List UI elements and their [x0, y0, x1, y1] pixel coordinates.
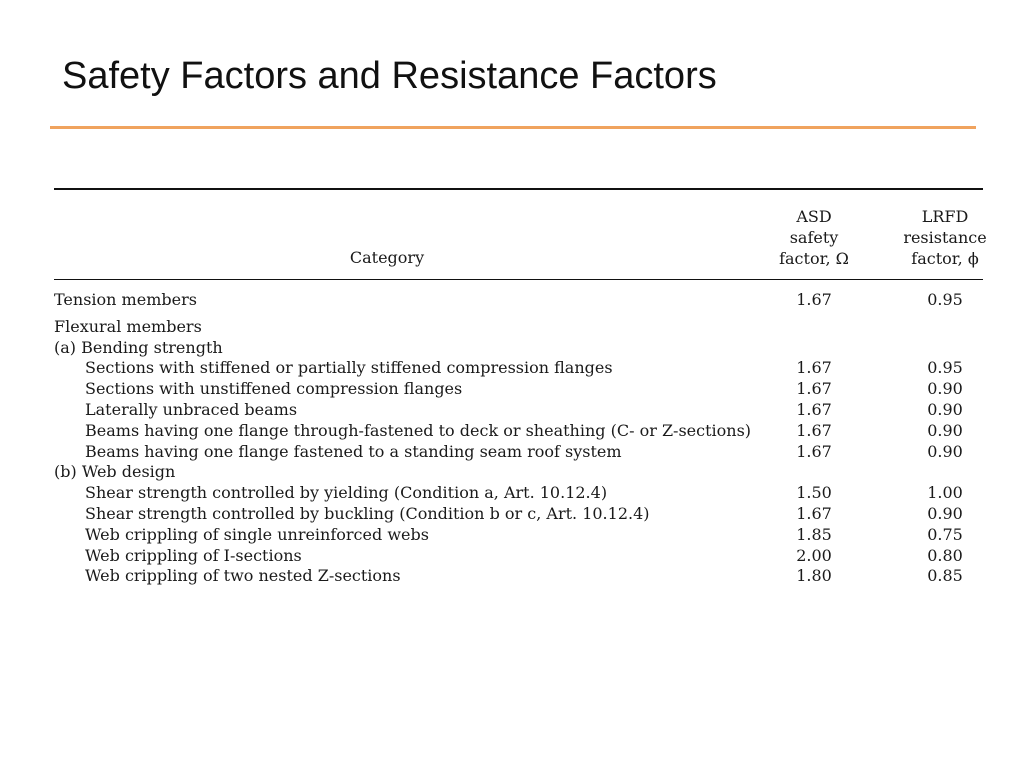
row-asd-value: 1.50 — [796, 483, 832, 503]
header-category: Category — [349, 248, 425, 267]
slide-title: Safety Factors and Resistance Factors — [62, 55, 717, 97]
header-lrfd-line: factor, ϕ — [911, 249, 979, 268]
table-row — [54, 400, 983, 421]
title-divider — [50, 126, 976, 129]
row-category: Laterally unbraced beams — [85, 399, 298, 419]
row-asd-value: 1.67 — [796, 503, 832, 523]
table-row — [54, 338, 983, 359]
row-category: Flexural members — [54, 316, 202, 336]
table-row — [54, 358, 983, 379]
factors-table — [54, 188, 987, 587]
row-category: Web crippling of two nested Z-sections — [85, 566, 401, 586]
header-asd-line: ASD — [796, 207, 832, 226]
row-lrfd-value: 0.90 — [927, 379, 963, 399]
row-category: Web crippling of single unreinforced webs — [85, 524, 429, 544]
row-category: Beams having one flange through-fastened to deck or sheathing (C- or Z-sections) — [85, 420, 752, 440]
row-category: Sections with stiffened or partially stiffened compression flanges — [85, 358, 613, 378]
row-category: Shear strength controlled by yielding (Condition a, Art. 10.12.4) — [85, 483, 608, 503]
table-body — [54, 280, 983, 587]
row-asd-value: 1.67 — [796, 290, 832, 309]
table-row — [54, 525, 983, 546]
header-asd-line: safety — [789, 228, 839, 247]
row-lrfd-value: 0.95 — [927, 290, 963, 309]
table-row — [54, 462, 983, 483]
row-category: Tension members — [54, 290, 197, 309]
table-row — [54, 442, 983, 463]
row-asd-value: 1.67 — [796, 358, 832, 378]
row-lrfd-value: 0.80 — [927, 545, 963, 565]
header-asd-line: factor, Ω — [779, 249, 849, 268]
table-row — [54, 317, 983, 338]
row-lrfd-value: 0.85 — [927, 566, 963, 586]
row-category: (b) Web design — [54, 462, 176, 482]
header-lrfd-resistance-factor — [884, 206, 1006, 269]
row-lrfd-value: 1.00 — [927, 483, 963, 503]
table-row — [54, 290, 983, 311]
row-lrfd-value: 0.90 — [927, 399, 963, 419]
row-category: Shear strength controlled by buckling (Condition b or c, Art. 10.12.4) — [85, 503, 650, 523]
row-lrfd-value: 0.90 — [927, 441, 963, 461]
table-header — [54, 190, 987, 273]
table-row — [54, 566, 983, 587]
table-row — [54, 483, 983, 504]
row-lrfd-value: 0.90 — [927, 503, 963, 523]
row-category: Beams having one flange fastened to a standing seam roof system — [85, 441, 622, 461]
header-asd-safety-factor — [754, 206, 874, 269]
table-row — [54, 421, 983, 442]
row-asd-value: 1.80 — [796, 566, 832, 586]
header-lrfd-line: resistance — [903, 228, 987, 247]
row-asd-value: 2.00 — [796, 545, 832, 565]
table-row — [54, 379, 983, 400]
row-category: Sections with unstiffened compression flanges — [85, 379, 463, 399]
row-category: (a) Bending strength — [54, 337, 223, 357]
header-lrfd-line: LRFD — [921, 207, 969, 226]
row-asd-value: 1.85 — [796, 524, 832, 544]
row-asd-value: 1.67 — [796, 420, 832, 440]
row-asd-value: 1.67 — [796, 441, 832, 461]
table-row — [54, 546, 983, 567]
row-lrfd-value: 0.90 — [927, 420, 963, 440]
row-lrfd-value: 0.75 — [927, 524, 963, 544]
table-row — [54, 504, 983, 525]
row-lrfd-value: 0.95 — [927, 358, 963, 378]
row-asd-value: 1.67 — [796, 379, 832, 399]
row-asd-value: 1.67 — [796, 399, 832, 419]
row-category: Web crippling of I-sections — [85, 545, 302, 565]
